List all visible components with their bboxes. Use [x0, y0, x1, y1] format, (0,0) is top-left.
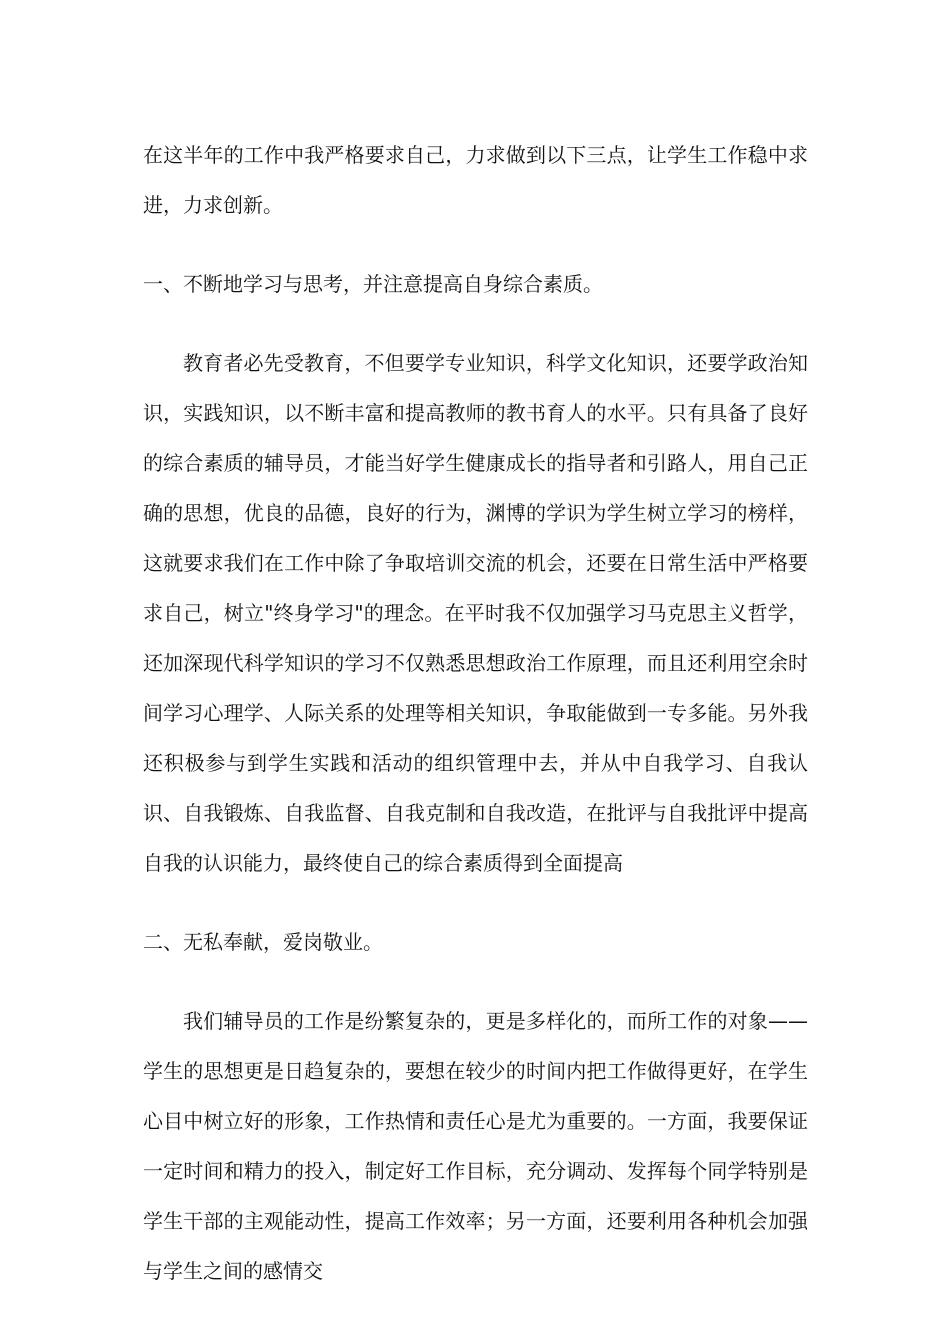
intro-paragraph: 在这半年的工作中我严格要求自己，力求做到以下三点，让学生工作稳中求进，力求创新。	[143, 143, 808, 217]
section-2-body: 我们辅导员的工作是纷繁复杂的，更是多样化的，而所工作的对象——学生的思想更是日趋复杂的，要想在较少的时间内把工作做得更好，在学生心目中树立好的形象，工作热情和责任心是尤为重要的。一方面，我要保证一定时间和精力的投入，制定好工作目标，充分调动、发挥每个同学特别是学生干部的主观能动性，提高工作效率；另一方面，还要利用各种机会加强与学生之间的感情交	[143, 1009, 808, 1283]
document-page	[143, 130, 808, 1296]
section-1-body: 教育者必先受教育，不但要学专业知识，科学文化知识，还要学政治知识，实践知识，以不断丰富和提高教师的教书育人的水平。只有具备了良好的综合素质的辅导员，才能当好学生健康成长的指导者和引路人，用自己正确的思想，优良的品德，良好的行为，渊博的学识为学生树立学习的榜样，这就要求我们在工作中除了争取培训交流的机会，还要在日常生活中严格要求自己，树立"终身学习"的理念。在平时我不仅加强学习马克思主义哲学，还加深现代科学知识的学习不仅熟悉思想政治工作原理，而且还利用空余时间学习心理学、人际关系的处理等相关知识，争取能做到一专多能。另外我还积极参与到学生实践和活动的组织管理中去，并从中自我学习、自我认识、自我锻炼、自我监督、自我克制和自我改造，在批评与自我批评中提高自我的认识能力，最终使自己的综合素质得到全面提高	[143, 351, 808, 875]
section-2-heading: 二、无私奉献，爱岗敬业。	[143, 930, 383, 954]
section-1-heading: 一、不断地学习与思考，并注意提高自身综合素质。	[143, 272, 603, 296]
